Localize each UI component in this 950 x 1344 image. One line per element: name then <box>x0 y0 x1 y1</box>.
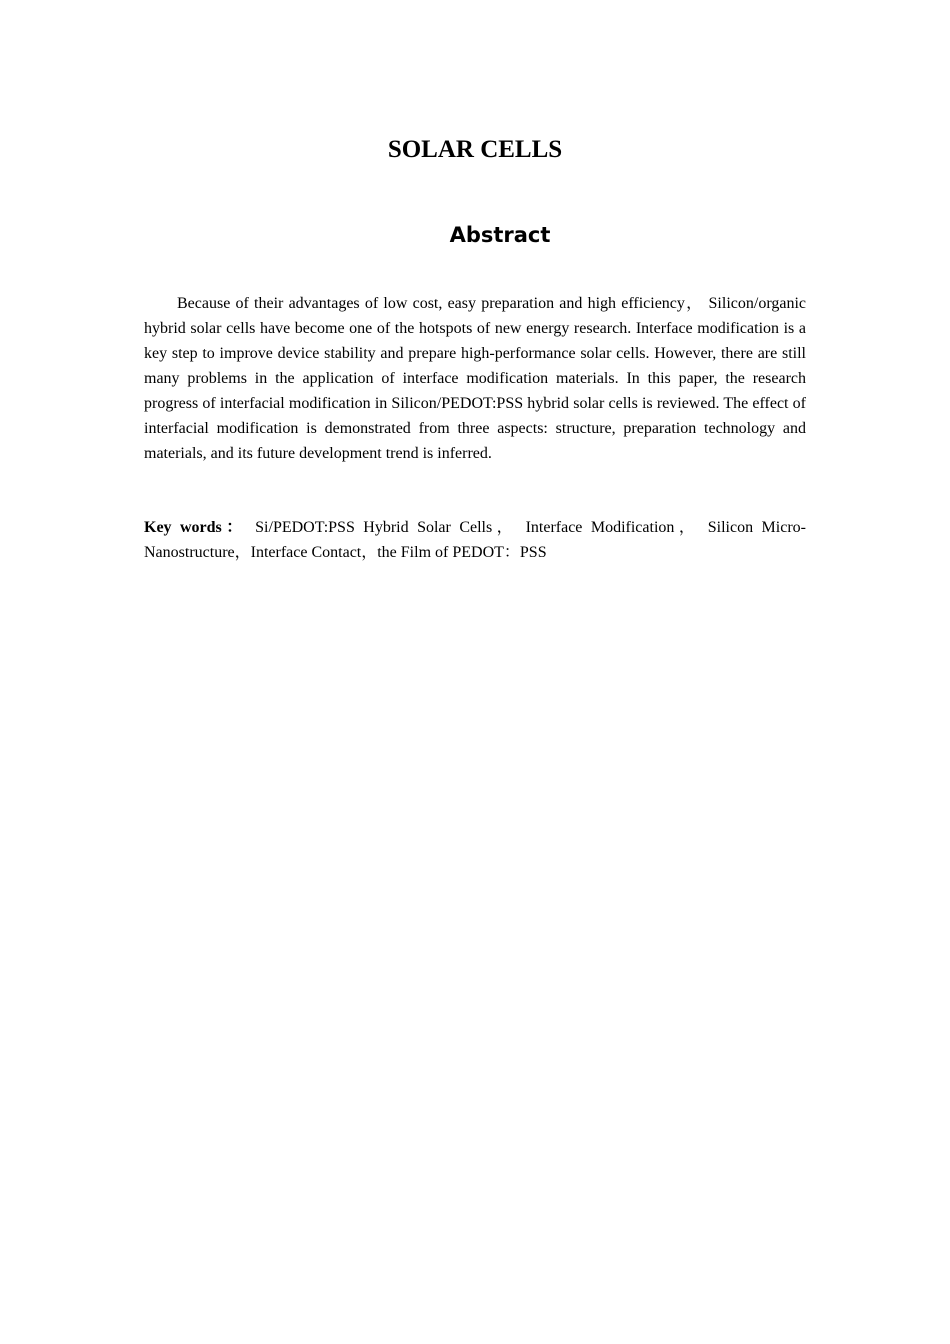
keywords-paragraph <box>144 515 806 565</box>
keywords-label: Key words： <box>144 519 247 536</box>
keywords-list: Si/PEDOT:PSS Hybrid Solar Cells， Interface Modification， Silicon Micro-Nanostructure，Interface Contact，the Film of PEDOT：PSS <box>144 519 806 561</box>
page-title: SOLAR CELLS <box>387 136 563 163</box>
abstract-paragraph: Because of their advantages of low cost, easy preparation and high efficiency， Silicon/organic hybrid solar cells have become one of the hotspots of new energy research. Interface modification is a key step to improve device stability and prepare high-performance solar cells. However, there are still many problems in the application of interface modification materials. In this paper, the research progress of interfacial modification in Silicon/PEDOT:PSS hybrid solar cells is reviewed. The effect of interfacial modification is demonstrated from three aspects: structure, preparation technology and materials, and its future development trend is inferred. <box>144 295 807 462</box>
abstract-heading: Abstract <box>449 223 551 247</box>
